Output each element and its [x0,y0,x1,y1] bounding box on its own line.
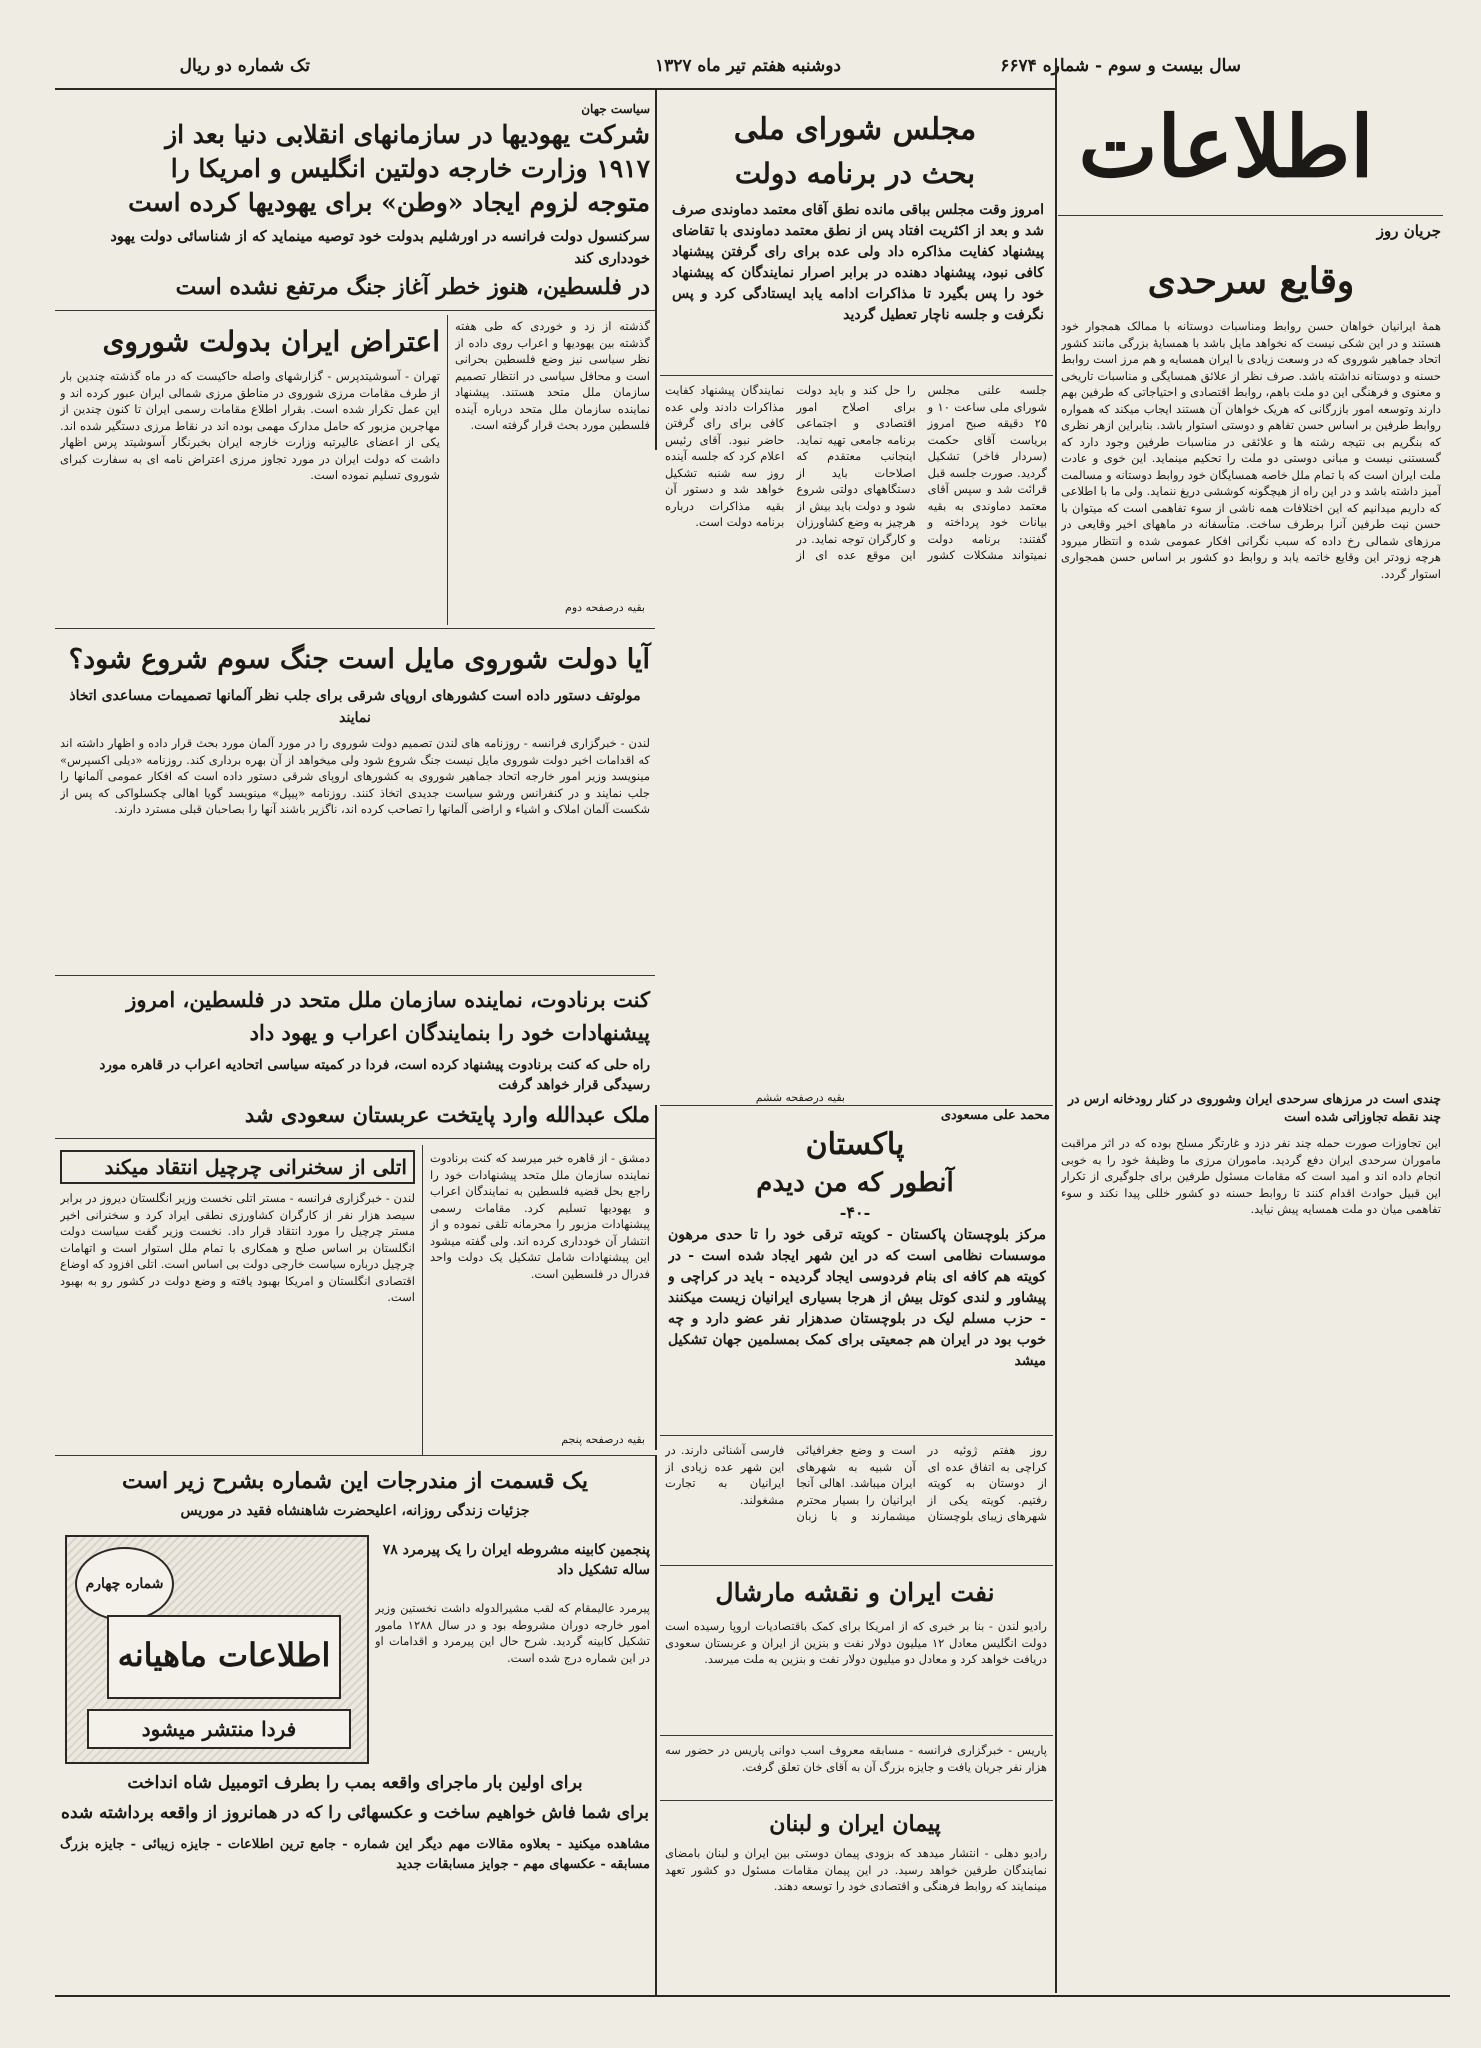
naft-title: نفت ایران و نقشه مارشال [715,1578,995,1607]
pakistan-body: روز هفتم ژوئیه در کراچی به اتفاق عده ای از دوستان به کویته رفتیم. کویته یکی از شهرهای زیبای بلوچستان است و وضع جغرافیائی آن شبیه به شهرهای ایران میباشد. اهالی آنجا ایرانیان را بسیار محترم میشمارند و با زبان فارسی آشنائی دارند. در این شهر عده زیادی از ایرانیان به تجارت مشغولند. [665,1443,1047,1523]
masthead-logo: اطلاعات [1078,97,1374,196]
ad-badge: شماره چهارم [75,1547,174,1621]
majlis-subtitle: بحث در برنامه دولت [734,157,976,190]
atli-body: لندن - خبرگزاری فرانسه - مستر اتلی نخست وزیر انگلستان دیروز در برابر سیصد هزار نفر از کارگران کشاورزی نطقی ایراد کرد و سخنرانی اخیر مستر چرچیل را مورد انتقاد قرار داد. نخست وزیر گفت سیاست دولت انگلستان بر اساس صلح و همکاری با تمام ملل استوار است و اتهامات چرچیل درباره سیاست خارجی دولت بی اساس است. اتلی افزود که اوضاع اقتصادی انگلستان و امریکا بهبود یافته و وضع دولت در کشور رو به بهبود است. [60,1191,415,1304]
jaryan-body: همهٔ ایرانیان خواهان حسن روابط ومناسبات دوستانه با ممالک همجوار خود هستند و در این شکی نیست که نخواهد مایل باشد با همسایهٔ بزرگی مانند کشور اتحاد جماهیر شوروی که در وسعت زیادی با ایران همسایه و هم مرز است روابط حسنه و دوستانه نداشته باشد. صرف نظر از علائق همسایگی و مناسبات تاریخی و معنوی و فرهنگی این دو ملت باهم، روابط اقتصادی و احتیاجاتی که طرفین بهم دارند وتوسعه امور بازرگانی که هریک خواهان آن هستند ایجاب میکند که همواره روابط طرفین بر اساس حسن تفاهم و دوستی استوار باشد. بنابراین ازهر نظری که بنگریم بی نتیجه رشته ها و علائقی در مناسبات طرفین وجود دارد که گسستنی نیست و مبانی دوستی دو ملت را تحکیم مینماید. این خوی و عادت ملت ایران است که با تمام ملل خاصه همسایگان خود روابط دوستانه و مسالمت آمیز داشته باشد و در این راه از هیچگونه کوششی دریغ ننماید. ولی ما با اطلاعی که داریم میدانیم که این اختلافات همه ناشی از سوء تفاهمی است که میتوان با حسن نیت طرفین آنرا برطرف ساخت. متأسفانه در ماههای اخیر وقایعی در مرزهای شمالی رخ داده که سبب نگرانی افکار عمومی شده و انتظار میرود هرچه زودتر این وقایع خاتمه یابد و روابط دو کشور بر اساس حسن همجواری استوار گردد. [1061,319,1441,581]
bernadotte-title-1: کنت برنادوت، نماینده سازمان ملل متحد در فلسطین، امروز [126,987,650,1012]
majlis-body: جلسه علنی مجلس شورای ملی ساعت ۱۰ و ۲۵ دقیقه صبح امروز بریاست آقای حکمت (سردار فاخر) تشکیل گردید. صورت جلسه قبل قرائت شد و سپس آقای معتمد دماوندی به بقیه بیانات خود پرداخته و گفتند: برنامه دولت نمیتواند مشکلات کشور را حل کند و باید دولت برای اصلاح امور اقتصادی و اجتماعی برنامه جامعی تهیه نماید. اینجانب معتقدم که اصلاحات باید از دستگاههای دولتی شروع شود و دولت باید بیش از هرچیز به وضع کشاورزان و کارگران توجه نماید. در این موقع عده ای از نمایندگان پیشنهاد کفایت مذاکرات دادند ولی عده کافی برای رای گرفتن حاضر نبود. آقای رئیس اعلام کرد که جلسه آینده روز سه شنبه تشکیل خواهد شد و دستور آن بقیه مذاکرات درباره برنامه دولت است. [665,383,1047,562]
jaryan-subhead: چندی است در مرزهای سرحدی ایران وشوروی در کنار رودخانه ارس در چند نقطه تجاوزاتی شده است [1067,1091,1441,1124]
bernadotte-body: دمشق - از قاهره خبر میرسد که کنت برنادوت نماینده سازمان ملل متحد پیشنهادات خود را راجع بحل قضیه فلسطین به نمایندگان اعراب و یهودیها تسلیم کرد. مقامات رسمی پیشنهادات مزبور را محرمانه تلقی نموده و از انتشار آن خودداری کرده اند. ولی گفته میشود این پیشنهادات شامل تشکیل یک دولت واحد فدرال در فلسطین است. [430,1151,650,1281]
bernadotte-continued: بقیه درصفحه پنجم [561,1433,645,1446]
ad-bold-1: برای اولین بار ماجرای واقعه بمب را بطرف اتومبیل شاه انداخت [127,1773,583,1793]
siasat-title-1: شرکت یهودیها در سازمانهای انقلابی دنیا بعد از [165,120,650,149]
majlis-byline: محمد علی مسعودی [940,1108,1050,1123]
atli-title: اتلی از سخنرانی چرچیل انتقاد میکند [60,1150,415,1184]
ad-body: پیرمرد عالیمقام که لقب مشیرالدوله داشت نخستین وزیر امور خارجه دوران مشروطه بود و در سال ۱۲۸۸ مامور تشکیل کابینه گردید. شرح حال این پیرمرد و اقدامات او در این شماره درج شده است. [375,1601,650,1665]
pakistan-lede: مرکز بلوچستان پاکستان - کویته ترقی خود را تا حدی مرهون موسسات نظامی است که در این شهر ایجاد شده است - در کویته هم کافه ای بنام فردوسی ایجاد گردیده - باید در کراچی و پیشاور و لندی کوتل بیش از هرجا بسیاری ایرانیان زیست میکنند - حزب مسلم لیک در بلوچستان صدهزار نفر عضو دارد و چه خوب بود در ایران هم جمعیتی برای کمک بمسلمین جهان تشکیل میشد [668,1227,1046,1369]
jaryan-kicker: جریان روز [1376,222,1441,240]
bernadotte-subtitle: راه حلی که کنت برنادوت پیشنهاد کرده است، فردا در کمیته سیاسی اتحادیه اعراب در قاهره مورد رسیدگی قرار خواهد گرفت [99,1057,650,1093]
ad-footer: مشاهده میکنید - بعلاوه مقالات مهم دیگر این شماره - جامع ترین اطلاعات - جایزه زیبائی - جایزه بزرگ مسابقه - عکسهای مهم - جوایز مسابقات جدید [60,1837,650,1872]
ad-subtitle: جزئیات زندگی روزانه، اعلیحضرت شاهنشاه فقید در موریس [180,1503,530,1519]
pakistan-title: پاکستان [805,1127,905,1162]
majlis-continued: بقیه درصفحه ششم [755,1091,845,1104]
ad-bold-2: برای شما فاش خواهیم ساخت و عکسهائی را که در همانروز از واقعه برداشته شده [61,1803,649,1823]
issue-price: تک شماره دو ریال [179,56,310,76]
magazine-ad [65,1535,369,1764]
ad-title: یک قسمت از مندرجات این شماره بشرح زیر است [121,1468,588,1494]
issue-number: سال بیست و سوم - شماره ۶۶۷۴ [1000,56,1241,76]
siasat-title-3: متوجه لزوم ایجاد «وطن» برای یهودیها کرده است [128,188,650,217]
siasat-title-2: ۱۹۱۷ وزارت خارجه دولتین انگلیس و امریکا را [170,154,650,183]
ad-tagline: فردا منتشر میشود [87,1709,351,1749]
aya-body: لندن - خبرگزاری فرانسه - روزنامه های لندن تصمیم دولت شوروی را در مورد آلمان مورد بحث قرار داده و اظهار داشته اند که اقدامات اخیر دولت شوروی مایل نیست جنگ شروع شود ولی میخواهد از آن بهره برداری کند. روزنامه «دیلی اکسپرس» مینویسد وزیر امور خارجه اتحاد جماهیر شوروی به کشورهای اروپای شرقی دستور داده است که افکار عمومی آلمانها را جلب نمایند و در کنفرانس ورشو سیاست جدیدی اتخاذ کنند. روزنامه «پیپل» مینویسد گویا اهالی چکسلواکی که پس از شکست آلمان املاک و اشیاء و اراضی آلمانها را تصاحب کرده اند، ناگزیر باشند آنها را بصاحبان قبلی مسترد دارند. [60,736,650,816]
peyman-body: رادیو دهلی - انتشار میدهد که بزودی پیمان دوستی بین ایران و لبنان بامضای نمایندگان طرفین خواهد رسید. در این پیمان مقامات مسئول دو کشور تعهد مینمایند که روابط فرهنگی و اقتصادی خود را توسعه دهند. [665,1846,1047,1893]
siasat-kicker: سیاست جهان [581,102,650,116]
jaryan-body-2: این تجاوزات صورت حمله چند نفر دزد و غارتگر مسلح بوده که در اثر مراقبت ماموران سرحدی ایران دفع گردید. ماموران مرزی ما وظیفهٔ خود را به خوبی انجام داده اند و امید است که مقامات مسئول طرفین برای جلوگیری از تکرار این قبیل حوادث اقدام کنند تا روابط حسنه دو کشور خللی پیدا نکند و سوء تفاهمی میان دو ملت همسایه پیش نیاید. [1061,1136,1441,1216]
ad-magazine-panel [107,1615,341,1699]
jaryan-title: وقایع سرحدی [1147,260,1355,302]
eteraz-body-2: گذشته از زد و خوردی که طی هفته گذشته بین یهودیها و اعراب روی داده از نظر سیاسی نیز وضع فلسطین بحرانی است و محافل سیاسی در انتظار تصمیم سازمان ملل متحد هستند. پیشنهاد نماینده سازمان ملل متحد درباره آینده فلسطین مورد بحث قرار گرفته است. [455,319,650,432]
bernadotte-title-2: پیشنهادات خود را بنمایندگان اعراب و یهود داد [249,1020,650,1045]
eteraz-title: اعتراض ایران بدولت شوروی [102,325,440,358]
bernadotte-subtitle-2: ملک عبدالله وارد پایتخت عربستان سعودی شد [244,1102,650,1127]
majlis-lede: امروز وقت مجلس بباقی مانده نطق آقای معتمد دماوندی صرف شد و بعد از اکثریت افتاد پس از نطق معتمد دماوندی با تقاضای پیشنهاد کفایت مذاکره داد ولی عده برای رای گرفتن پیشنهاد کافی نبود، پیشنهاد دهنده در برابر اصرار نمایندگان که پیشنهاد خود را پس بگیرد تا مذاکرات ادامه یابد ایستادگی کرد و پس نگرفت و جلسه ناچار تعطیل گردید [672,202,1044,323]
eteraz-body: تهران - آسوشیتدپرس - گزارشهای واصله حاکیست که در ماه گذشته چندین بار از طرف مقامات مرزی شوروی در مناطق مرزی شمالی ایران عبور کرده اند و این عمل تکرار شده است. بقرار اطلاع مقامات رسمی ایران تا کنون چندین از مهاجرین مزبور که حامل مدارک مهمی بوده اند در نقاط مرزی دستگیر شده اند. یکی از اعضای عالیرتبه وزارت خارجه ایران بخبرنگار آسوشیتد پرس اظهار داشت که دولت ایران در مورد تجاوز مرزی اعتراض نامه ای به سفارت کبرای شوروی تسلیم نموده است. [60,369,440,482]
ad-magazine-name: اطلاعات ماهیانه [117,1636,331,1674]
siasat-sub-1: سرکنسول دولت فرانسه در اورشلیم بدولت خود توصیه مینماید که از شناسائی دولت یهود خودداری کند [110,228,650,267]
naft-body: رادیو لندن - بنا بر خبری که از امریکا برای کمک باقتصادیات اروپا رسیده است دولت انگلیس معادل ۱۲ میلیون دولار نفت و بنزین از ایران و عربستان سعودی دریافت خواهد کرد و معادل دو میلیون دولار نفت و بنزین به ملت میرسد. [665,1619,1047,1666]
majlis-title: مجلس شورای ملی [733,112,977,147]
issue-date: دوشنبه هفتم تیر ماه ۱۳۲۷ [654,56,841,76]
aya-title: آیا دولت شوروی مایل است جنگ سوم شروع شود؟ [68,644,650,675]
eteraz-continued: بقیه درصفحه دوم [565,601,645,614]
naft-body-2: پاریس - خبرگزاری فرانسه - مسابقه معروف اسب دوانی پاریس در حضور سه هزار نفر جریان یافت و جایزه بزرگ آن به آقای خان تعلق گرفت. [665,1743,1047,1774]
siasat-sub-2: در فلسطین، هنوز خطر آغاز جنگ مرتفع نشده است [175,274,650,300]
pakistan-number: -۴۰- [839,1203,871,1222]
pakistan-subtitle: آنطور که من دیدم [756,1168,954,1198]
ad-line-1: پنجمین کابینه مشروطه ایران را یک پیرمرد ۷۸ ساله تشکیل داد [382,1542,650,1578]
peyman-title: پیمان ایران و لبنان [769,1811,941,1837]
aya-subtitle: مولوتف دستور داده است کشورهای اروپای شرقی برای جلب نظر آلمانها تصمیمات مساعدی اتخاذ نمایند [69,688,641,726]
